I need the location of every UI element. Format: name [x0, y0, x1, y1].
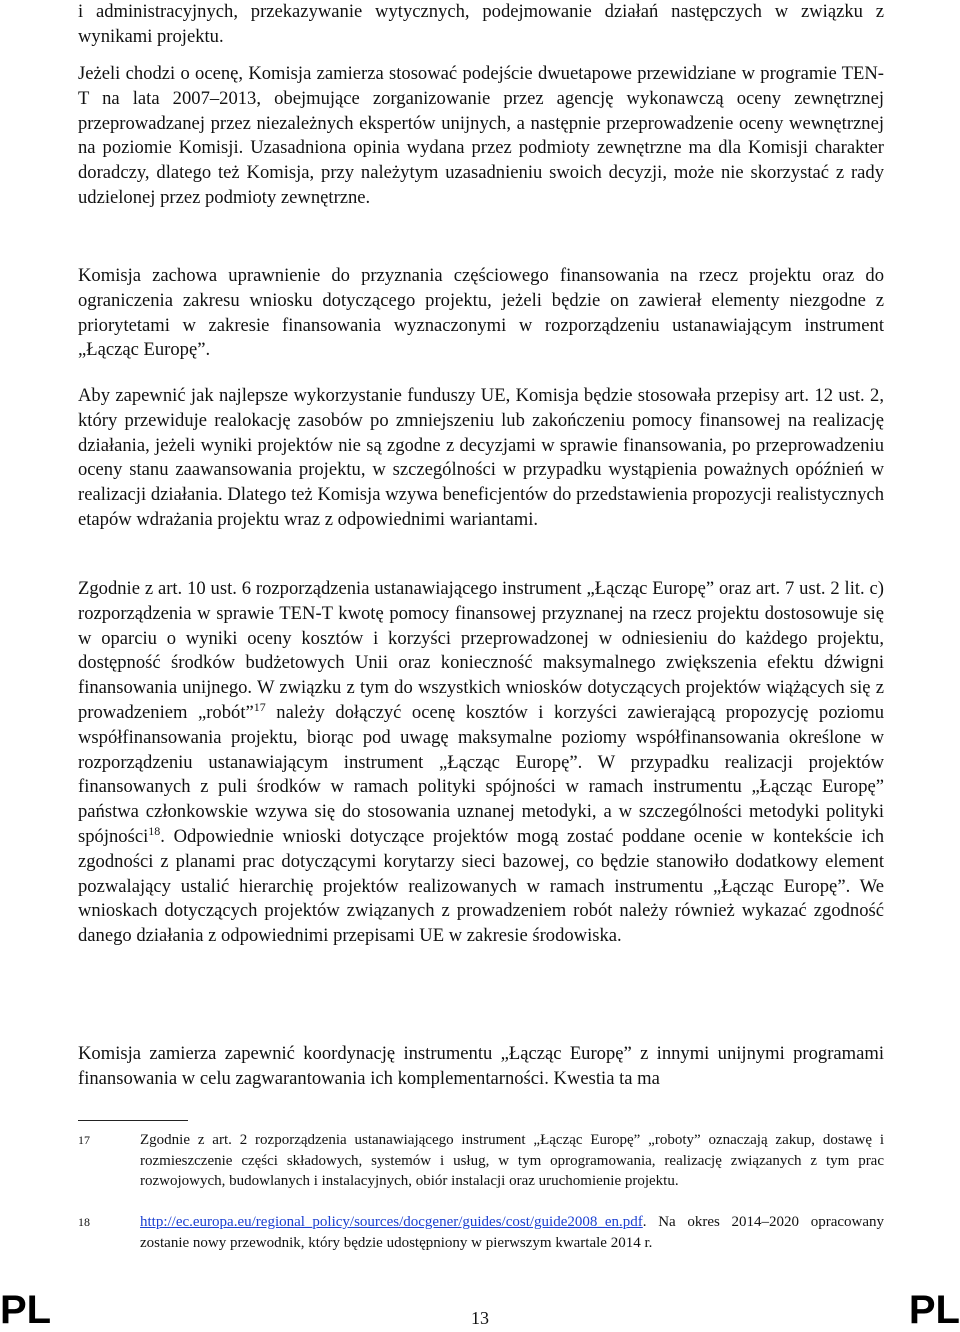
paragraph-5-part-a: Zgodnie z art. 10 ust. 6 rozporządzenia ustanawiającego instrument „Łącząc Europę” oraz art. 7 ust. 2 lit. c) rozporządzenia w sprawie TEN-T kwotę pomocy finansowej przyznanej na rzecz projektu dostosowuje się w oparciu o wyniki oceny kosztów i korzyści przeprowadzonej w odniesieniu do każdego projektu, dostępność środków budżetowych Unii oraz konieczność maksymalnego zwiększenia efektu dźwigni finansowania unijnego. W związku z tym do wszystkich wniosków dotyczących projektów wiążących się z prowadzeniem „robót” [78, 578, 884, 723]
page-number: 13 [471, 1308, 489, 1328]
paragraph-5-part-b: należy dołączyć ocenę kosztów i korzyści zawierającą propozycję poziomu współfinansowania projektu, biorąc pod uwagę maksymalne poziomy współfinansowania określone w rozporządzeniu ustanawiającym instrument „Łącząc Europę”. W przypadku realizacji projektów finansowanych z puli środków w ramach polityki spójności w ramach instrumentu „Łącząc Europę” państwa członkowskie wzywa się do stosowania uznanej metodyki, a w szczególności metodyki polityki spójności [78, 701, 884, 847]
language-mark-right: PL [908, 1288, 960, 1332]
paragraph-2: Jeżeli chodzi o ocenę, Komisja zamierza stosować podejście dwuetapowe przewidziane w programie TEN-T na lata 2007–2013, obejmujące zorganizowanie przez agencję wykonawczą oceny zewnętrznej przeprowadzanej przez niezależnych ekspertów unijnych, a następnie przeprowadzenie oceny wewnętrznej na poziomie Komisji. Uzasadniona opinia wydana przez podmioty zewnętrzne ma dla Komisji charakter doradczy, dlatego też Komisja, przy należytym uzasadnieniu swoich decyzji, może nie skorzystać z rady udzielonej przez podmioty zewnętrzne. [78, 63, 884, 208]
footnote-separator [78, 1120, 188, 1121]
footnote-18-text: . Na okres 2014–2020 opracowany zostanie nowy przewodnik, który będzie udostępniony w pierwszym kwartale 2014 r. [140, 1214, 884, 1251]
footnote-18-number: 18 [78, 1215, 90, 1229]
paragraph-3: Komisja zachowa uprawnienie do przyznania częściowego finansowania na rzecz projektu oraz do ograniczenia zakresu wniosku dotyczącego projektu, jeżeli będzie on zawierał elementy niezgodne z priorytetami w zakresie finansowania wyznaczonymi w rozporządzeniu ustanawiającym instrument „Łącząc Europę”. [78, 265, 884, 361]
footnote-18-link[interactable]: http://ec.europa.eu/regional_policy/sources/docgener/guides/cost/guide2008_en.pdf [140, 1214, 643, 1230]
footnote-18 [78, 1212, 884, 1253]
paragraph-5 [78, 577, 884, 949]
paragraph-6: Komisja zamierza zapewnić koordynację instrumentu „Łącząc Europę” z innymi unijnymi programami finansowania w celu zagwarantowania ich komplementarności. Kwestia ta ma [78, 1043, 884, 1089]
footnote-18-body [140, 1212, 884, 1253]
footnote-17-number: 17 [78, 1133, 90, 1147]
paragraph-5-part-c: . Odpowiednie wnioski dotyczące projektów mogą zostać poddane ocenie w kontekście ich zgodności z planami prac dotyczącymi korytarzy sieci bazowej, co będzie stanowiło dodatkowy element pozwalający ustalić hierarchię projektów realizowanych w ramach instrumentu „Łącząc Europę”. We wnioskach dotyczących projektów związanych z prowadzeniem robót należy również wykazać zgodność danego działania z odpowiednimi przepisami UE w zakresie środowiska. [78, 825, 884, 947]
paragraph-1: i administracyjnych, przekazywanie wytycznych, podejmowanie działań następczych w związku z wynikami projektu. [78, 1, 884, 47]
language-mark-left: PL [0, 1288, 52, 1332]
footnote-ref-18[interactable]: 18 [148, 823, 161, 838]
footnote-ref-17[interactable]: 17 [253, 699, 266, 714]
footnote-17 [78, 1130, 884, 1192]
paragraph-4: Aby zapewnić jak najlepsze wykorzystanie funduszy UE, Komisja będzie stosowała przepisy art. 12 ust. 2, który przewiduje realokację zasobów po zmniejszeniu lub zakończeniu pomocy finansowej na realizację działania, jeżeli wyniki projektów nie są zgodne z decyzjami w sprawie finansowania, po przeprowadzeniu oceny stanu zaawansowania projektu, w szczególności w przypadku wystąpienia poważnych opóźnień w realizacji działania. Dlatego też Komisja wzywa beneficjentów do przedstawienia propozycji realistycznych etapów wdrażania projektu wraz z odpowiednimi wariantami. [78, 385, 884, 530]
footnote-17-text: Zgodnie z art. 2 rozporządzenia ustanawiającego instrument „Łącząc Europę” „roboty” oznaczają zakup, dostawę i rozmieszczenie części składowych, systemów i usług, w tym oprogramowania, realizację związanych z tym prac rozwojowych, budowlanych i instalacyjnych, obiór instalacji oraz uruchomienie projektu. [140, 1132, 884, 1189]
